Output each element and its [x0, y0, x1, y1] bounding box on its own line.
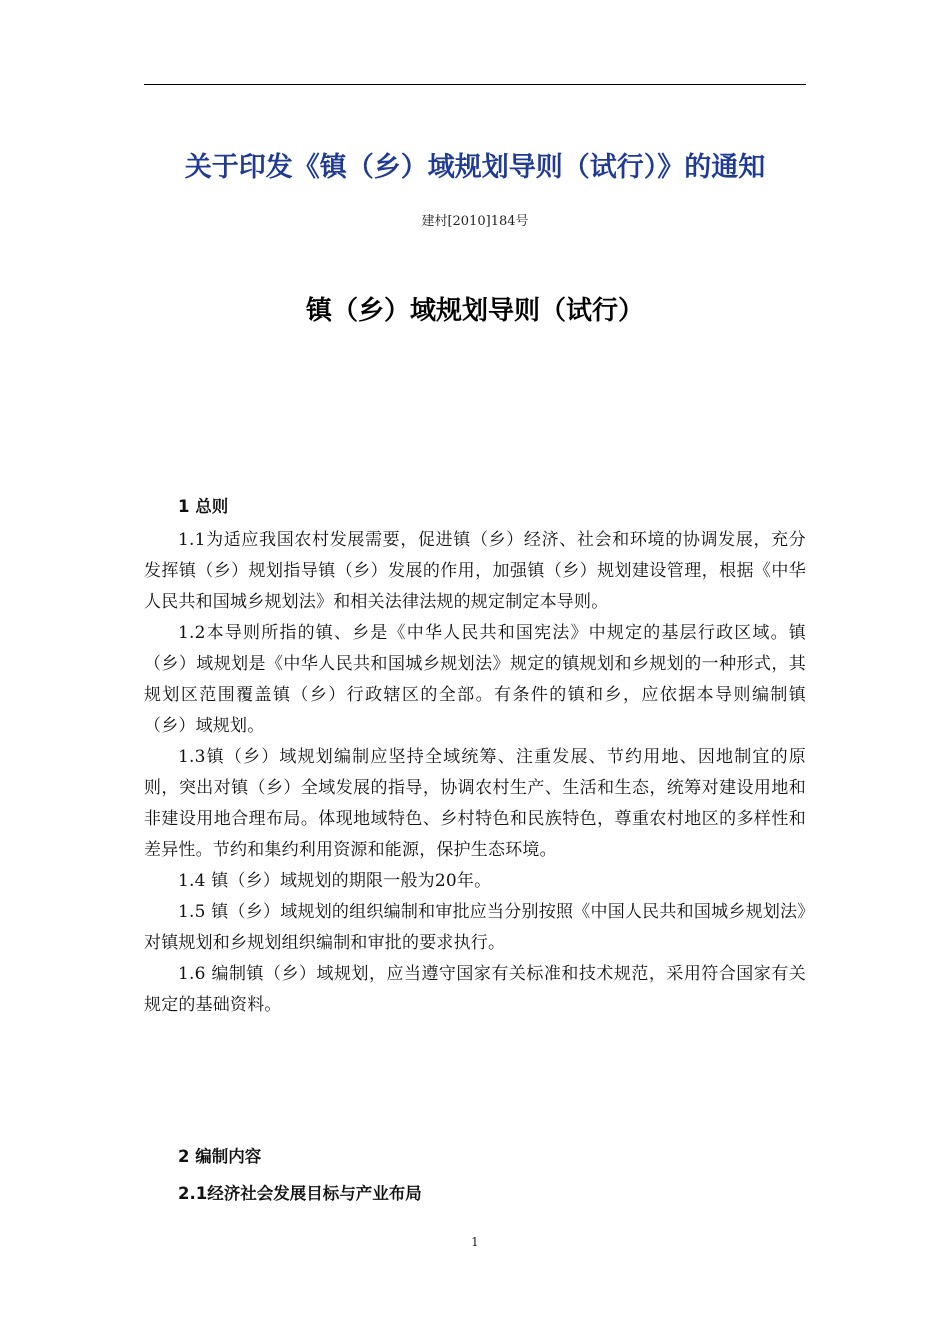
- section-1-heading: 1 总则: [178, 497, 229, 516]
- document-number: 建村[2010]184号: [421, 214, 529, 229]
- section-1-body: [144, 525, 806, 1021]
- paragraph-1-6: 1.6 编制镇（乡）域规划，应当遵守国家有关标准和技术规范，采用符合国家有关规定的基础资料。: [144, 964, 806, 1015]
- main-title: 镇（乡）域规划导则（试行）: [305, 296, 644, 326]
- paragraph-1-1: 1.1为适应我国农村发展需要，促进镇（乡）经济、社会和环境的协调发展，充分发挥镇（乡）规划指导镇（乡）发展的作用，加强镇（乡）规划建设管理，根据《中华人民共和国城乡规划法》和相关法律法规的规定制定本导则。: [144, 530, 806, 612]
- page-number: 1: [471, 1235, 479, 1249]
- section-2-1-heading: 2.1经济社会发展目标与产业布局: [178, 1184, 422, 1203]
- paragraph-1-4: 1.4 镇（乡）域规划的期限一般为20年。: [178, 871, 492, 891]
- paragraph-1-2: 1.2本导则所指的镇、乡是《中华人民共和国宪法》中规定的基层行政区域。镇（乡）域规划是《中华人民共和国城乡规划法》规定的镇规划和乡规划的一种形式，其规划区范围覆盖镇（乡）行政辖区的全部。有条件的镇和乡，应依据本导则编制镇（乡）域规划。: [144, 623, 806, 736]
- paragraph-1-5: 1.5 镇（乡）域规划的组织编制和审批应当分别按照《中国人民共和国城乡规划法》对镇规划和乡规划组织编制和审批的要求执行。: [144, 902, 806, 953]
- section-2-heading: 2 编制内容: [178, 1147, 262, 1166]
- notice-title: 关于印发《镇（乡）域规划导则（试行）》的通知: [184, 152, 766, 183]
- header-rule: [144, 84, 806, 85]
- paragraph-1-3: 1.3镇（乡）域规划编制应坚持全域统筹、注重发展、节约用地、因地制宜的原则，突出对镇（乡）全域发展的指导，协调农村生产、生活和生态，统筹对建设用地和非建设用地合理布局。体现地域特色、乡村特色和民族特色，尊重农村地区的多样性和差异性。节约和集约利用资源和能源，保护生态环境。: [144, 747, 806, 860]
